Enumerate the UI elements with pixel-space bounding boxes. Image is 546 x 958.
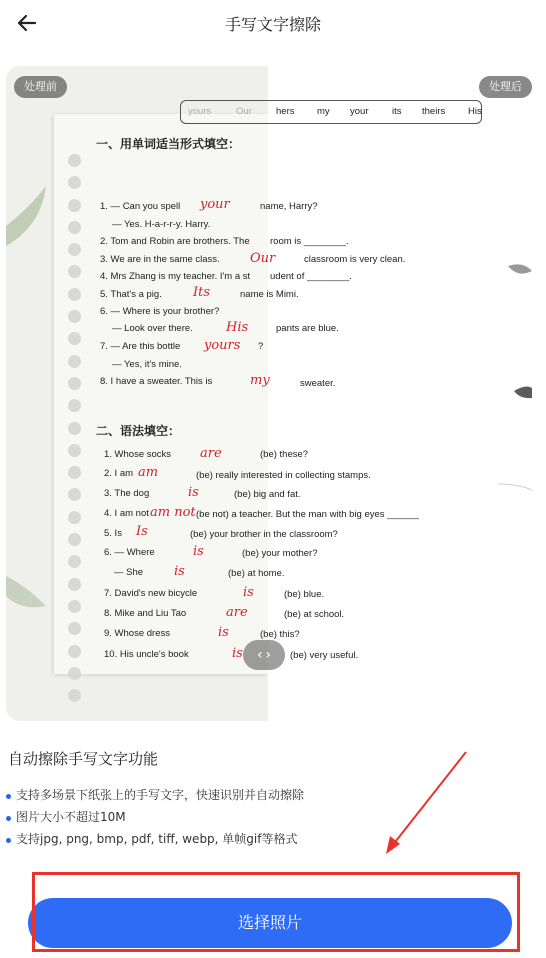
worksheet-line: (be) at school. xyxy=(284,609,345,620)
worksheet-line: — Yes, it's mine. xyxy=(112,359,182,370)
word-box-item: its xyxy=(392,106,402,117)
handwriting-text: is xyxy=(193,544,204,559)
worksheet-line: 3. We are in the same class. xyxy=(100,254,220,265)
worksheet-line: 7. David's new bicycle xyxy=(104,588,198,599)
worksheet-line: (be) big and fat. xyxy=(234,489,301,500)
worksheet-line: udent of ________. xyxy=(270,271,352,282)
worksheet-line: ? xyxy=(258,341,264,352)
worksheet-line: 8. I have a sweater. This is xyxy=(100,376,213,387)
list-item-text: 支持多场景下纸张上的手写文字，快速识别并自动擦除 xyxy=(16,788,305,802)
worksheet-line: — Look over there. xyxy=(112,323,193,334)
handwriting-text: Its xyxy=(193,285,211,300)
worksheet-line: room is ________. xyxy=(270,236,349,247)
handwriting-text: are xyxy=(200,446,222,461)
worksheet-line: 1. Whose socks xyxy=(104,449,172,460)
handwriting-text: my xyxy=(250,373,270,388)
worksheet-line: 3. The dog xyxy=(104,488,150,499)
worksheet-line: — She xyxy=(114,567,144,578)
worksheet-line: — Yes. H-a-r-r-y. Harry. xyxy=(112,219,211,230)
word-box-item: your xyxy=(350,106,369,117)
page-title: 手写文字擦除 xyxy=(224,15,321,34)
worksheet-line: (be) really interested in collecting stamps. xyxy=(196,470,371,481)
worksheet-line: classroom is very clean. xyxy=(304,254,406,265)
handwriting-text: am not xyxy=(150,505,196,520)
handwriting-text: is xyxy=(174,564,185,579)
handwriting-text: am xyxy=(138,465,159,480)
word-box-item: my xyxy=(317,106,330,117)
worksheet-line: 6. — Where xyxy=(104,547,155,558)
worksheet-line: 5. That's a pig. xyxy=(100,289,162,300)
worksheet-line: name, Harry? xyxy=(260,201,318,212)
handwriting-text: Our xyxy=(250,251,276,266)
worksheet-line: 8. Mike and Liu Tao xyxy=(104,608,187,619)
worksheet-line: (be) very useful. xyxy=(290,650,359,661)
left-right-chevrons-icon[interactable]: ‹ › xyxy=(243,640,285,670)
worksheet-line: (be) your brother in the classroom? xyxy=(190,529,338,540)
worksheet-line: pants are blue. xyxy=(276,323,339,334)
worksheet-line: 6. — Where is your brother? xyxy=(100,306,220,317)
worksheet-line: (be) your mother? xyxy=(242,548,318,559)
list-item-text: 图片大小不超过10M xyxy=(16,810,126,824)
section2-heading: 二、语法填空： xyxy=(96,424,181,438)
worksheet-line: 2. Tom and Robin are brothers. The xyxy=(100,236,250,247)
worksheet-line: name is Mimi. xyxy=(240,289,299,300)
worksheet-line: 9. Whose dress xyxy=(104,628,170,639)
handwriting-text: is xyxy=(243,585,254,600)
handwriting-text: His xyxy=(226,320,249,335)
handwriting-text: Is xyxy=(136,524,148,539)
handwriting-text: your xyxy=(200,197,230,212)
section1-heading: 一、用单词适当形式填空： xyxy=(96,137,241,151)
select-photo-button[interactable]: 选择照片 xyxy=(28,898,512,948)
before-label: 处理前 xyxy=(14,76,67,98)
handwriting-text: is xyxy=(188,485,199,500)
word-box-item: His xyxy=(468,106,482,117)
handwriting-text: yours xyxy=(204,338,241,353)
worksheet-line: 4. I am not xyxy=(104,508,149,519)
handwriting-text: is xyxy=(218,625,229,640)
worksheet-line: (be) blue. xyxy=(284,589,325,600)
handwriting-text: are xyxy=(226,605,248,620)
word-box-item: hers xyxy=(276,106,295,117)
worksheet-line: (be) at home. xyxy=(228,568,285,579)
worksheet-line: 10. His uncle's book xyxy=(104,649,189,660)
feature-title: 自动擦除手写文字功能 xyxy=(8,750,159,768)
handwriting-text: is xyxy=(232,646,243,661)
worksheet-line: (be) this? xyxy=(260,629,300,640)
worksheet-line: 4. Mrs Zhang is my teacher. I'm a st xyxy=(100,271,251,282)
worksheet-line: (be) these? xyxy=(260,449,309,460)
annotation-highlight-box xyxy=(32,872,520,952)
worksheet-line: (be not) a teacher. But the man with big eyes ______ xyxy=(196,509,419,520)
after-label: 处理后 xyxy=(479,76,532,98)
worksheet-line: 7. — Are this bottle xyxy=(100,341,181,352)
worksheet-line: 5. Is xyxy=(104,528,122,539)
worksheet-line: sweater. xyxy=(300,378,336,389)
worksheet-line: 1. — Can you spell xyxy=(100,201,181,212)
word-box-item: Our xyxy=(236,106,252,117)
word-box-item: yours xyxy=(188,106,212,117)
word-box-item: theirs xyxy=(422,106,446,117)
list-item-text: 支持jpg, png, bmp, pdf, tiff, webp, 单帧gif等格式 xyxy=(16,832,298,846)
worksheet-line: 2. I am xyxy=(104,468,134,479)
